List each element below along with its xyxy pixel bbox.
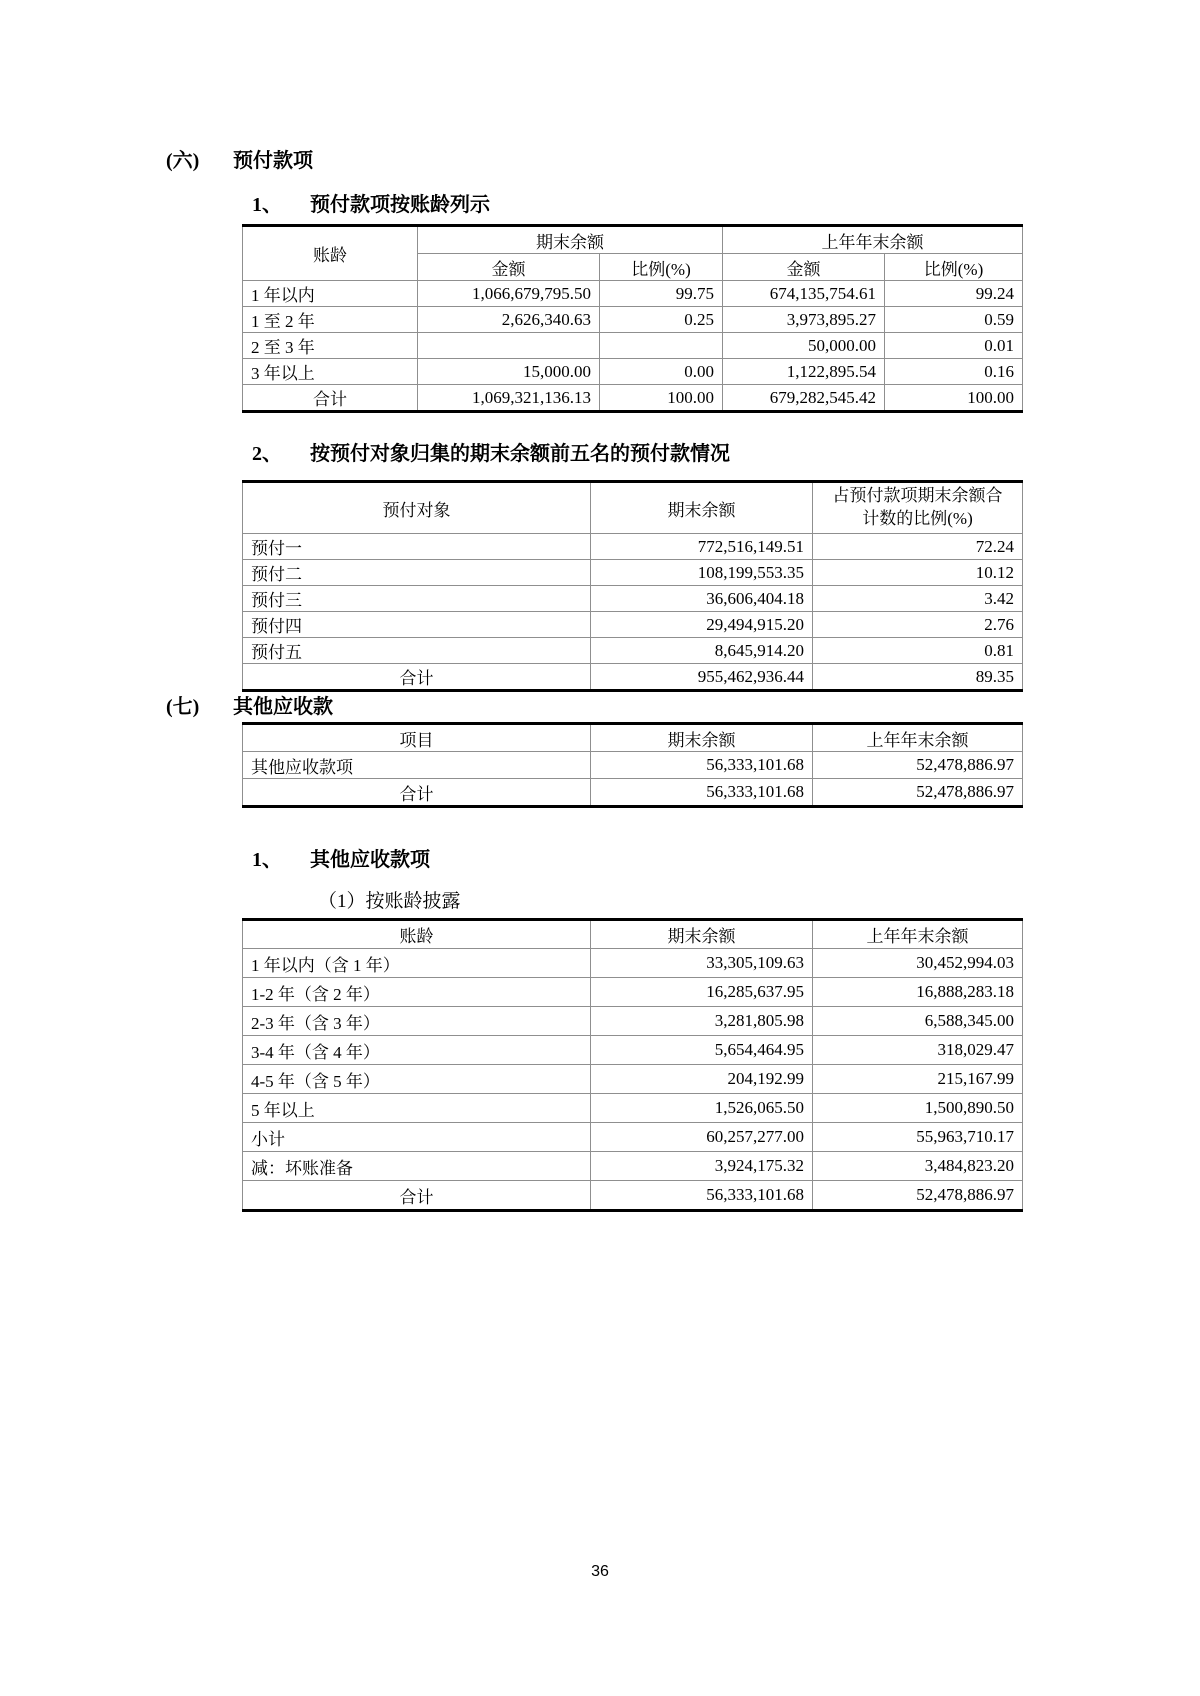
table-row — [243, 1065, 1023, 1094]
table-row — [243, 978, 1023, 1007]
section-heading-other-receivables — [166, 690, 333, 719]
cell-amount: 15,000.00 — [418, 359, 600, 385]
cell-age: 2 至 3 年 — [243, 333, 418, 359]
header-ratio: 比例(%) — [600, 254, 723, 281]
header-item: 项目 — [243, 724, 591, 752]
header-ending-balance: 期末余额 — [418, 226, 723, 254]
subheading-prepayments-aging — [252, 188, 490, 217]
table-total-row — [243, 1181, 1023, 1211]
cell-total-label: 合计 — [243, 385, 418, 412]
section-title: 预付款项 — [233, 150, 313, 172]
cell-ratio: 89.35 — [813, 664, 1023, 691]
header-ending-balance: 期末余额 — [591, 724, 813, 752]
cell-ratio: 2.76 — [813, 612, 1023, 638]
cell-amount: 50,000.00 — [723, 333, 885, 359]
table-total-row — [243, 664, 1023, 691]
table-header-row — [243, 226, 1023, 254]
table-row — [243, 333, 1023, 359]
subheading-number: 1、 — [252, 194, 282, 216]
section-label: (六) — [166, 150, 200, 172]
cell-amount: 679,282,545.42 — [723, 385, 885, 412]
cell-ratio: 3.42 — [813, 586, 1023, 612]
table-header-row — [243, 920, 1023, 949]
subheading-number: 2、 — [252, 443, 282, 465]
table-header-row — [243, 724, 1023, 752]
cell-ratio: 99.24 — [885, 281, 1023, 307]
header-prior-year-balance: 上年年末余额 — [813, 920, 1023, 949]
header-ratio-line1: 占预付款项期末余额合 — [832, 486, 1003, 506]
header-ratio-line2: 计数的比例(%) — [862, 509, 973, 528]
cell-age: 4-5 年（含 5 年） — [243, 1065, 591, 1094]
cell-amount: 215,167.99 — [813, 1065, 1023, 1094]
section-label: (七) — [166, 696, 200, 718]
cell-amount — [418, 333, 600, 359]
cell-object: 预付三 — [243, 586, 591, 612]
cell-age: 5 年以上 — [243, 1094, 591, 1123]
table-total-row — [243, 779, 1023, 807]
cell-amount: 52,478,886.97 — [813, 779, 1023, 807]
cell-amount: 29,494,915.20 — [591, 612, 813, 638]
subheading-other-receivables-items — [252, 843, 430, 872]
header-age: 账龄 — [243, 920, 591, 949]
cell-item: 其他应收款项 — [243, 752, 591, 779]
header-amount: 金额 — [418, 254, 600, 281]
cell-age: 1 至 2 年 — [243, 307, 418, 333]
table-row — [243, 560, 1023, 586]
table-row — [243, 1094, 1023, 1123]
cell-age: 减：坏账准备 — [243, 1152, 591, 1181]
cell-object: 预付五 — [243, 638, 591, 664]
cell-ratio: 10.12 — [813, 560, 1023, 586]
subheading-number: 1、 — [252, 849, 282, 871]
table-row — [243, 1123, 1023, 1152]
cell-total-label: 合计 — [243, 779, 591, 807]
cell-amount: 55,963,710.17 — [813, 1123, 1023, 1152]
cell-amount: 772,516,149.51 — [591, 534, 813, 560]
prepayments-top5-table — [242, 480, 1023, 692]
prepayments-aging-table — [242, 224, 1023, 413]
cell-ratio: 0.81 — [813, 638, 1023, 664]
cell-ratio: 0.16 — [885, 359, 1023, 385]
cell-amount: 56,333,101.68 — [591, 752, 813, 779]
cell-amount: 6,588,345.00 — [813, 1007, 1023, 1036]
table-row — [243, 281, 1023, 307]
section-title: 其他应收款 — [233, 696, 333, 718]
cell-age: 1 年以内 — [243, 281, 418, 307]
cell-age: 1-2 年（含 2 年） — [243, 978, 591, 1007]
table-row — [243, 1152, 1023, 1181]
cell-ratio: 0.59 — [885, 307, 1023, 333]
table-row — [243, 359, 1023, 385]
table-row — [243, 638, 1023, 664]
cell-amount: 108,199,553.35 — [591, 560, 813, 586]
cell-amount: 3,973,895.27 — [723, 307, 885, 333]
cell-ratio: 72.24 — [813, 534, 1023, 560]
header-ratio-of-total — [813, 482, 1023, 534]
cell-amount: 52,478,886.97 — [813, 752, 1023, 779]
cell-age: 3-4 年（含 4 年） — [243, 1036, 591, 1065]
other-receivables-aging-table — [242, 918, 1023, 1212]
cell-amount: 16,888,283.18 — [813, 978, 1023, 1007]
cell-total-label: 合计 — [243, 1181, 591, 1211]
cell-amount: 33,305,109.63 — [591, 949, 813, 978]
table-row — [243, 307, 1023, 333]
cell-amount: 1,500,890.50 — [813, 1094, 1023, 1123]
cell-amount: 1,069,321,136.13 — [418, 385, 600, 412]
table-row — [243, 1036, 1023, 1065]
header-ratio: 比例(%) — [885, 254, 1023, 281]
cell-amount: 8,645,914.20 — [591, 638, 813, 664]
table-header-row — [243, 482, 1023, 534]
header-prior-year-balance: 上年年末余额 — [723, 226, 1023, 254]
cell-object: 预付四 — [243, 612, 591, 638]
subheading-title: 预付款项按账龄列示 — [310, 194, 490, 216]
cell-amount: 955,462,936.44 — [591, 664, 813, 691]
cell-object: 预付二 — [243, 560, 591, 586]
cell-amount: 3,281,805.98 — [591, 1007, 813, 1036]
cell-ratio: 0.00 — [600, 359, 723, 385]
cell-amount: 30,452,994.03 — [813, 949, 1023, 978]
header-object: 预付对象 — [243, 482, 591, 534]
cell-ratio: 99.75 — [600, 281, 723, 307]
header-amount: 金额 — [723, 254, 885, 281]
cell-amount: 5,654,464.95 — [591, 1036, 813, 1065]
table-row — [243, 1007, 1023, 1036]
cell-ratio — [600, 333, 723, 359]
cell-amount: 1,526,065.50 — [591, 1094, 813, 1123]
table-total-row — [243, 385, 1023, 412]
table-row — [243, 534, 1023, 560]
cell-age: 小计 — [243, 1123, 591, 1152]
other-receivables-summary-table — [242, 722, 1023, 808]
cell-amount: 60,257,277.00 — [591, 1123, 813, 1152]
table-row — [243, 752, 1023, 779]
page-number: 36 — [591, 1563, 609, 1580]
cell-ratio: 100.00 — [600, 385, 723, 412]
cell-amount: 1,066,679,795.50 — [418, 281, 600, 307]
header-age: 账龄 — [243, 226, 418, 281]
cell-amount: 2,626,340.63 — [418, 307, 600, 333]
header-ending-balance: 期末余额 — [591, 920, 813, 949]
subheading-title: 按预付对象归集的期末余额前五名的预付款情况 — [310, 443, 730, 465]
cell-ratio: 0.25 — [600, 307, 723, 333]
cell-amount: 3,924,175.32 — [591, 1152, 813, 1181]
cell-total-label: 合计 — [243, 664, 591, 691]
subheading-prepayments-top5 — [252, 437, 730, 466]
cell-amount: 674,135,754.61 — [723, 281, 885, 307]
cell-age: 1 年以内（含 1 年） — [243, 949, 591, 978]
header-ending-balance: 期末余额 — [591, 482, 813, 534]
cell-object: 预付一 — [243, 534, 591, 560]
cell-amount: 204,192.99 — [591, 1065, 813, 1094]
cell-amount: 52,478,886.97 — [813, 1181, 1023, 1211]
cell-ratio: 0.01 — [885, 333, 1023, 359]
cell-amount: 56,333,101.68 — [591, 1181, 813, 1211]
section-heading-prepayments — [166, 144, 313, 173]
table-row — [243, 949, 1023, 978]
cell-age: 2-3 年（含 3 年） — [243, 1007, 591, 1036]
header-prior-year-balance: 上年年末余额 — [813, 724, 1023, 752]
cell-amount: 1,122,895.54 — [723, 359, 885, 385]
cell-amount: 16,285,637.95 — [591, 978, 813, 1007]
cell-amount: 318,029.47 — [813, 1036, 1023, 1065]
cell-ratio: 100.00 — [885, 385, 1023, 412]
cell-age: 3 年以上 — [243, 359, 418, 385]
cell-amount: 3,484,823.20 — [813, 1152, 1023, 1181]
subheading-title: 其他应收款项 — [310, 849, 430, 871]
table-row — [243, 586, 1023, 612]
cell-amount: 36,606,404.18 — [591, 586, 813, 612]
table-row — [243, 612, 1023, 638]
subheading-aging-disclosure: （1）按账龄披露 — [318, 891, 461, 912]
cell-amount: 56,333,101.68 — [591, 779, 813, 807]
